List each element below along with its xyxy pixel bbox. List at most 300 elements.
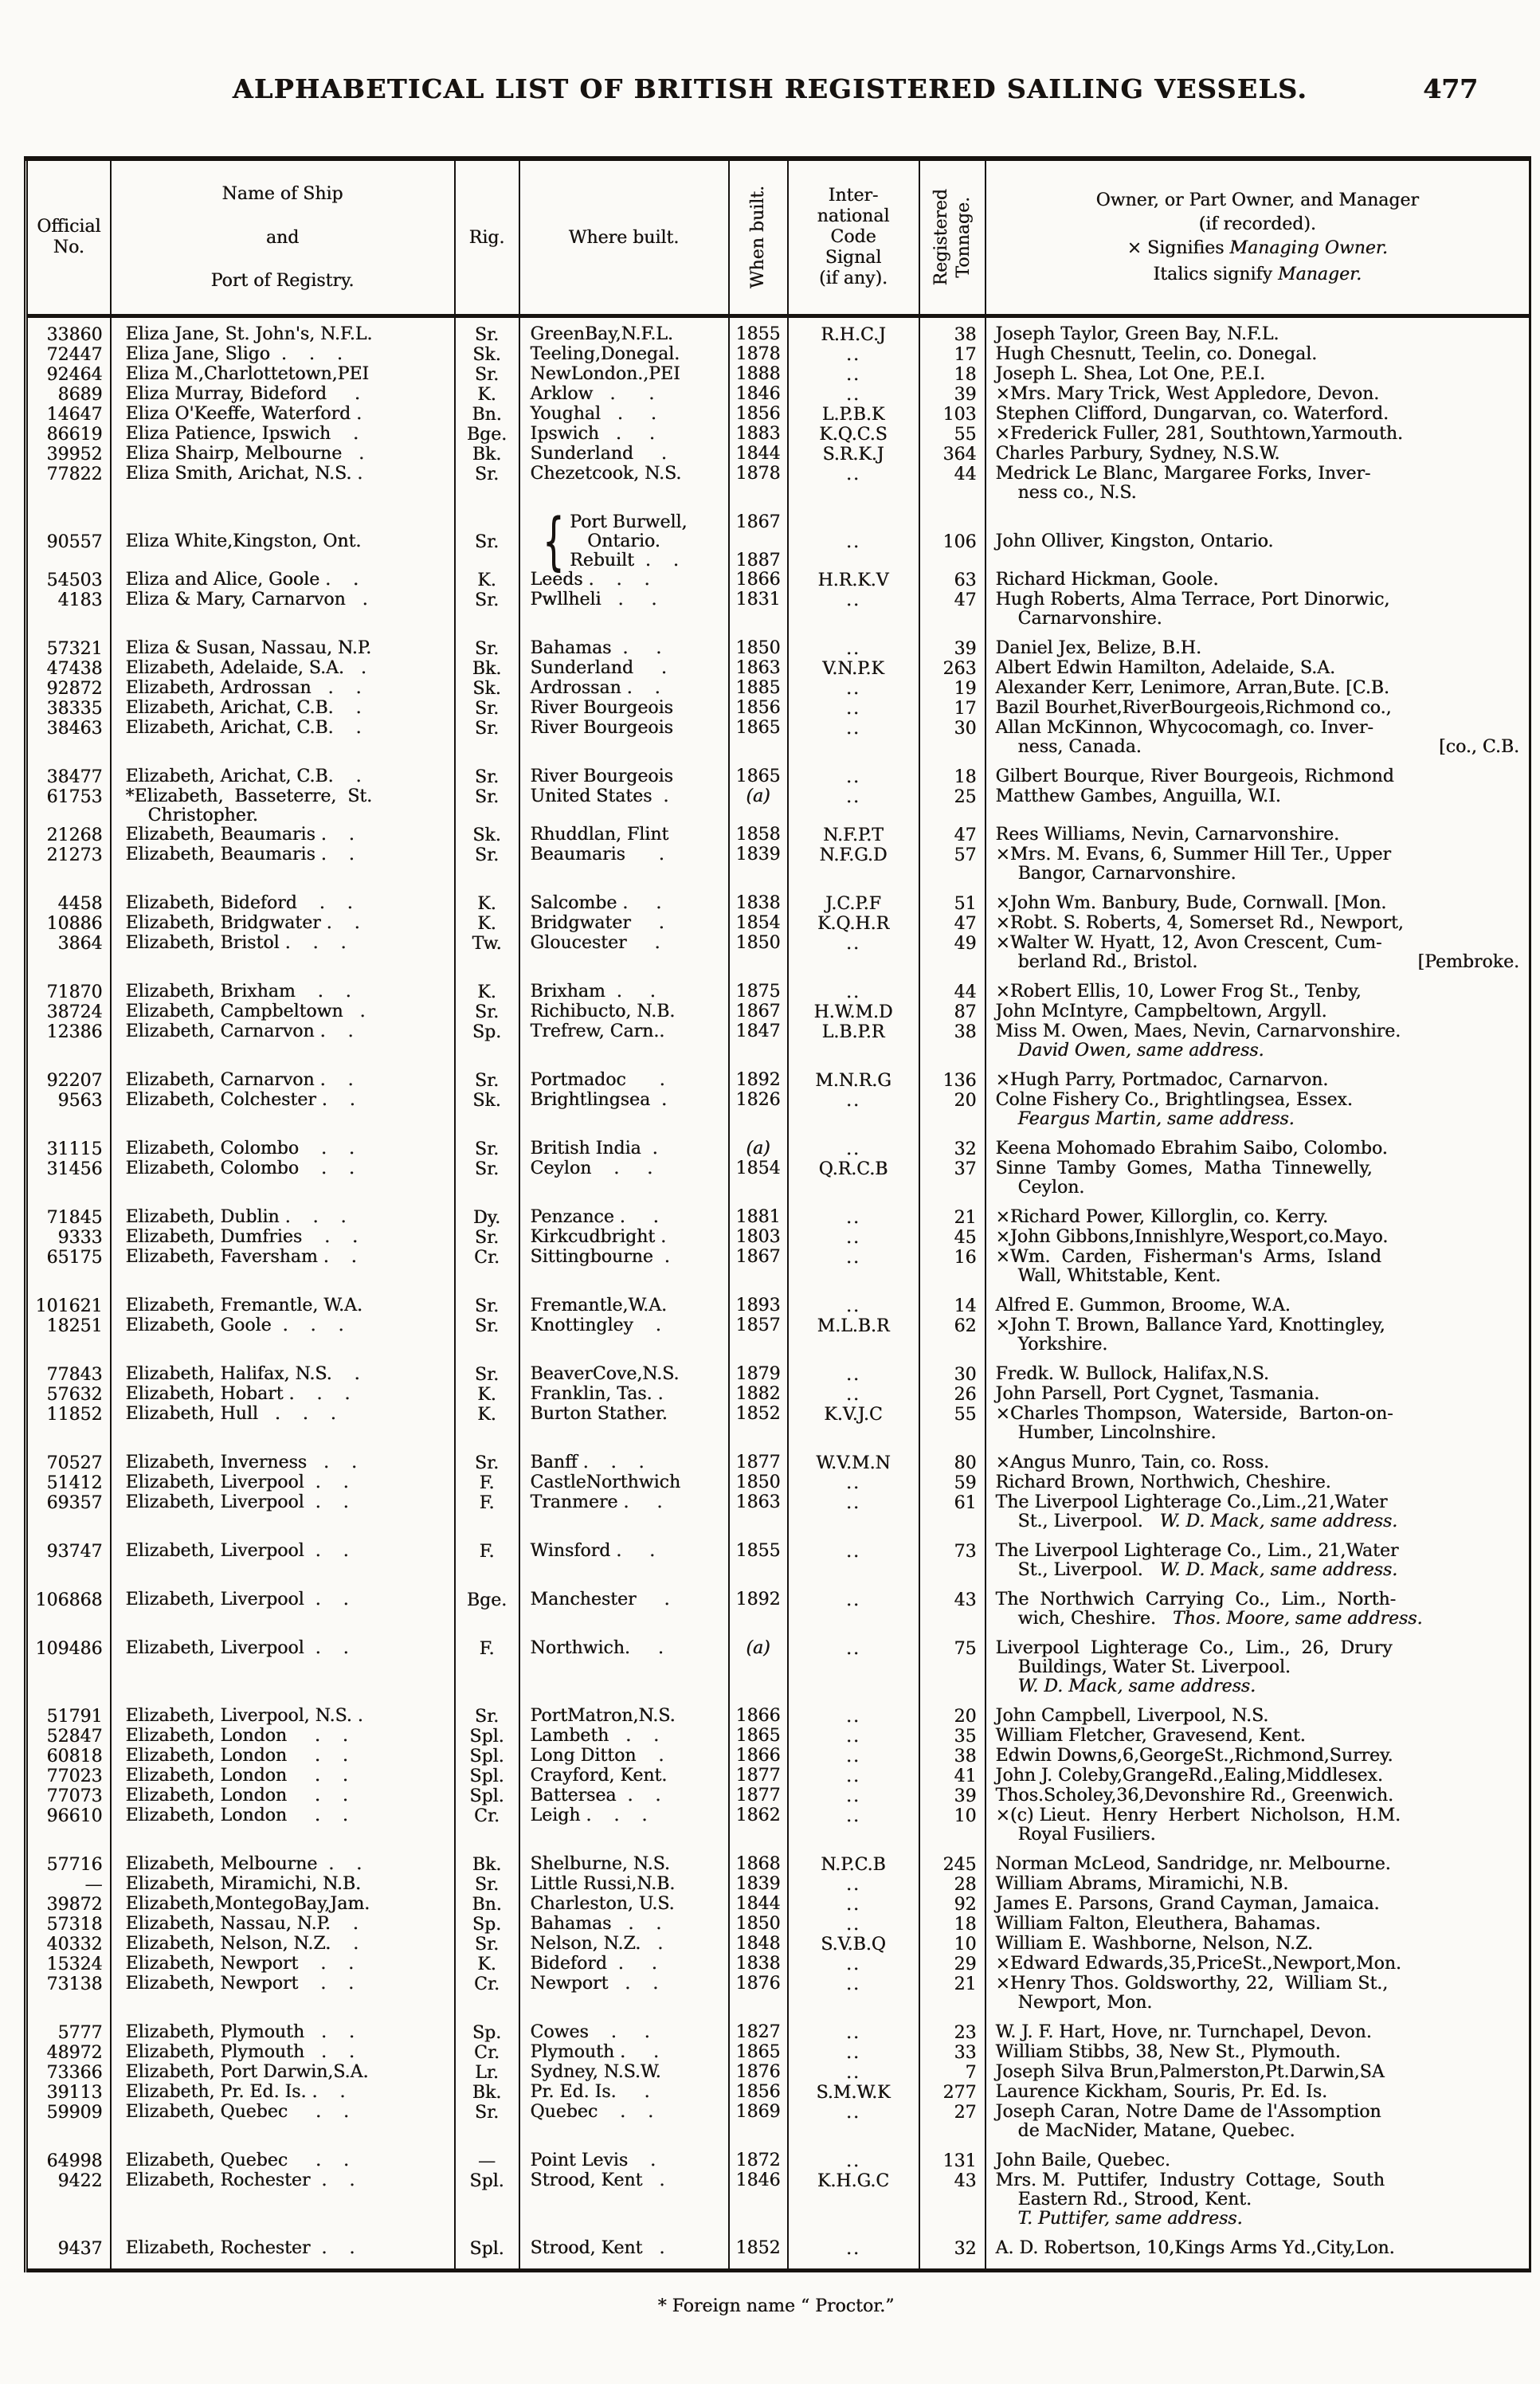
tonnage-cell: 14 xyxy=(919,1286,986,1316)
when-built-line: 1865 xyxy=(735,2042,781,2062)
tonnage-cell: 87 xyxy=(919,1002,986,1022)
code-signal-cell: .. xyxy=(788,1580,919,1629)
official-no-cell: 61753 xyxy=(46,787,103,807)
tonnage-cell: 10 xyxy=(919,1935,986,1955)
ship-name-line: Elizabeth, Arichat, C.B. . xyxy=(125,718,362,738)
ship-name-line: Elizabeth, Hobart . . . xyxy=(125,1384,351,1404)
when-built-cell xyxy=(729,1845,788,1875)
where-built-cell xyxy=(519,1286,729,1316)
tonnage-cell: 92 xyxy=(919,1895,986,1915)
table-row xyxy=(26,1022,1530,1061)
when-built-cell xyxy=(729,1696,788,1727)
when-built-line: 1827 xyxy=(735,2022,781,2042)
official-no-cell: 71870 xyxy=(46,982,103,1002)
rig-cell: Sr. xyxy=(455,1875,519,1895)
tonnage-cell: 29 xyxy=(919,1955,986,1974)
tonnage-cell: 33 xyxy=(919,2043,986,2063)
official-no-cell: 40332 xyxy=(46,1935,103,1955)
owner-cell xyxy=(986,2171,1530,2229)
where-built-line: River Bourgeois xyxy=(530,698,673,718)
when-built-line: 1847 xyxy=(735,1021,781,1041)
owner-line xyxy=(996,1955,1526,1974)
rig-cell: K. xyxy=(455,884,519,914)
owner-label-line2: (if recorded). xyxy=(1198,214,1316,234)
official-no-cell: 59909 xyxy=(46,2103,103,2123)
owner-text: wich, Cheshire. xyxy=(1017,1609,1173,1629)
owner-text: Joseph Caran, Notre Dame de l'Assomption xyxy=(995,2102,1381,2122)
code-signal-cell: .. xyxy=(788,1385,919,1405)
table-row xyxy=(26,1002,1530,1022)
owner-cell xyxy=(986,425,1530,445)
official-no-cell: 31456 xyxy=(46,1159,103,1179)
owner-text: John Campbell, Liverpool, N.S. xyxy=(995,1706,1269,1726)
ship-name-line: Elizabeth, Halifax, N.S. . xyxy=(125,1364,360,1384)
tonnage-cell: 7 xyxy=(919,2063,986,2083)
when-built-cell xyxy=(729,1915,788,1935)
code-signal-cell: K.Q.C.S xyxy=(788,425,919,445)
ship-name-line: Elizabeth, Hull . . . xyxy=(125,1404,336,1424)
owner-cell xyxy=(986,1198,1530,1228)
ship-name-cell xyxy=(111,659,455,679)
table-row xyxy=(26,1875,1530,1895)
when-built-line: (a) xyxy=(746,1139,770,1159)
when-built-line: 1867 xyxy=(735,1247,781,1267)
when-built-line: 1839 xyxy=(735,845,781,865)
ship-name-cell xyxy=(111,699,455,719)
manager-name: T. Puttifer, same address. xyxy=(1017,2209,1243,2229)
owner-line xyxy=(996,1590,1526,1610)
owner-line xyxy=(996,1677,1526,1696)
ship-name-cell xyxy=(111,2141,455,2171)
when-built-cell xyxy=(729,914,788,934)
owner-line xyxy=(996,1424,1526,1443)
ship-name-line: Elizabeth, Miramichi, N.B. xyxy=(125,1874,362,1894)
official-no-cell: 90557 xyxy=(46,531,103,552)
code-signal-cell: .. xyxy=(788,1955,919,1974)
where-built-line: Manchester . xyxy=(530,1590,670,1610)
ship-name-cell xyxy=(111,1845,455,1875)
tonnage-cell: 49 xyxy=(919,934,986,972)
manager-name: David Owen, same address. xyxy=(1017,1041,1264,1061)
where-built-cell xyxy=(519,590,729,629)
owner-line xyxy=(996,1766,1526,1786)
table-row xyxy=(26,2083,1530,2103)
table-row xyxy=(26,590,1530,629)
when-built-line: 1885 xyxy=(735,678,781,698)
where-built-line: Crayford, Kent. xyxy=(530,1766,668,1786)
owner-text: Wall, Whitstable, Kent. xyxy=(1017,1266,1221,1286)
ship-name-line: Elizabeth, Liverpool . . xyxy=(125,1590,349,1610)
ship-name-line: Elizabeth, Newport . . xyxy=(125,1954,355,1974)
table-row xyxy=(26,884,1530,914)
tonnage-cell: 38 xyxy=(919,316,986,346)
owner-line xyxy=(996,1041,1526,1061)
col-header-ship-name xyxy=(111,159,455,316)
where-built-line: Arklow . . xyxy=(530,384,655,404)
table-row xyxy=(26,1129,1530,1159)
when-built-cell xyxy=(729,934,788,972)
when-built-line: 1863 xyxy=(735,658,781,678)
owner-text: The Liverpool Lighterage Co.,Lim.,21,Water xyxy=(995,1492,1388,1512)
rig-cell: Sk. xyxy=(455,345,519,365)
tonnage-cell: 10 xyxy=(919,1806,986,1845)
when-built-line: 1892 xyxy=(735,1590,781,1610)
tonnage-cell: 18 xyxy=(919,757,986,787)
where-built-cell xyxy=(519,699,729,719)
table-row xyxy=(26,2063,1530,2083)
where-built-cell xyxy=(519,1845,729,1875)
table-row xyxy=(26,1580,1530,1629)
rig-cell: Bge. xyxy=(455,425,519,445)
owner-text: James E. Parsons, Grand Cayman, Jamaica. xyxy=(995,1894,1380,1914)
rig-cell: K. xyxy=(455,1385,519,1405)
tonnage-cell: 263 xyxy=(919,659,986,679)
owner-text: William Abrams, Miramichi, N.B. xyxy=(995,1874,1289,1894)
ship-name-line: Elizabeth, Liverpool . . xyxy=(125,1492,349,1512)
ship-name-line: Elizabeth, Liverpool . . xyxy=(125,1638,349,1658)
rig-cell: Sr. xyxy=(455,465,519,503)
owner-text: Yorkshire. xyxy=(1017,1335,1108,1355)
official-no-cell: 9333 xyxy=(57,1228,103,1248)
owner-line xyxy=(996,1974,1526,1994)
rig-cell: Bk. xyxy=(455,659,519,679)
when-built-line: 1850 xyxy=(735,1914,781,1934)
table-row xyxy=(26,2103,1530,2141)
owner-line xyxy=(996,1786,1526,1806)
where-built-lines xyxy=(570,513,687,571)
rig-cell: Sr. xyxy=(455,1355,519,1385)
when-built-cell xyxy=(729,365,788,385)
owner-line xyxy=(996,679,1526,698)
owner-text: Richard Brown, Northwich, Cheshire. xyxy=(995,1472,1331,1492)
ship-name-cell xyxy=(111,757,455,787)
code-label-line2: national xyxy=(817,206,890,226)
where-built-line: CastleNorthwich xyxy=(530,1472,681,1492)
name-label-line2: and xyxy=(265,227,300,248)
rig-cell: K. xyxy=(455,914,519,934)
rig-cell: Sr. xyxy=(455,1061,519,1091)
owner-line xyxy=(996,2151,1526,2170)
where-built-cell xyxy=(519,757,729,787)
owner-line xyxy=(996,405,1526,424)
code-signal-cell: M.N.R.G xyxy=(788,1061,919,1091)
tonnage-cell: 51 xyxy=(919,884,986,914)
owner-text: ×Wm. Carden, Fisherman's Arms, Island xyxy=(995,1247,1381,1267)
rig-cell: Sr. xyxy=(455,845,519,884)
code-signal-cell: .. xyxy=(788,2103,919,2141)
owner-text: A. D. Robertson, 10,Kings Arms Yd.,City,Lon. xyxy=(995,2238,1395,2258)
when-built-line: 1881 xyxy=(735,1207,781,1227)
ship-name-line: Elizabeth,MontegoBay,Jam. xyxy=(125,1894,370,1914)
official-no-cell: 93747 xyxy=(46,1542,103,1562)
when-built-cell xyxy=(729,2141,788,2171)
owner-text: ×Robt. S. Roberts, 4, Somerset Rd., Newport, xyxy=(995,913,1404,933)
managing-owner-text: Managing Owner. xyxy=(1229,238,1388,258)
owner-text: John Olliver, Kingston, Ontario. xyxy=(995,531,1274,551)
owner-cell xyxy=(986,1316,1530,1355)
owner-cell xyxy=(986,1727,1530,1747)
owner-line xyxy=(996,1385,1526,1404)
tonnage-cell: 43 xyxy=(919,1580,986,1629)
table-row xyxy=(26,679,1530,699)
table-row xyxy=(26,445,1530,465)
ship-name-line: Eliza O'Keeffe, Waterford . xyxy=(125,404,362,424)
table-row xyxy=(26,757,1530,787)
where-built-cell xyxy=(519,1248,729,1286)
rig-cell: Sp. xyxy=(455,2013,519,2043)
ship-name-cell xyxy=(111,1935,455,1955)
owner-line xyxy=(996,445,1526,464)
official-no-cell: 72447 xyxy=(46,345,103,365)
where-built-line: NewLondon.,PEI xyxy=(530,364,680,384)
code-signal-cell: .. xyxy=(788,1696,919,1727)
code-signal-cell: S.V.B.Q xyxy=(788,1935,919,1955)
owner-cell xyxy=(986,934,1530,972)
ship-name-cell xyxy=(111,972,455,1002)
rig-cell: K. xyxy=(455,1955,519,1974)
when-built-cell xyxy=(729,445,788,465)
owner-cell xyxy=(986,1355,1530,1385)
when-built-cell xyxy=(729,1228,788,1248)
ship-name-cell xyxy=(111,2103,455,2141)
owner-text: ×John Gibbons,Innishlyre,Wesport,co.Mayo. xyxy=(995,1227,1389,1247)
code-signal-cell: .. xyxy=(788,465,919,503)
when-built-line: 1866 xyxy=(735,570,781,590)
rig-cell: Sr. xyxy=(455,365,519,385)
where-built-line: Strood, Kent . xyxy=(530,2170,665,2190)
when-built-cell xyxy=(729,1002,788,1022)
rig-cell: Sr. xyxy=(455,757,519,787)
when-built-line: 1826 xyxy=(735,1090,781,1110)
tonnage-cell: 38 xyxy=(919,1747,986,1766)
ship-name-line: Elizabeth, Port Darwin,S.A. xyxy=(125,2062,369,2082)
ship-name-line: Elizabeth, London . . xyxy=(125,1766,348,1786)
owner-text: ×John Wm. Banbury, Bude, Cornwall. [Mon. xyxy=(995,893,1387,913)
rig-cell: Sr. xyxy=(455,503,519,571)
ship-name-cell xyxy=(111,1385,455,1405)
owner-text: Sinne Tamby Gomes, Matha Tinnewelly, xyxy=(995,1159,1373,1178)
ship-name-cell xyxy=(111,2013,455,2043)
code-signal-cell: .. xyxy=(788,1727,919,1747)
code-signal-cell: K.H.G.C xyxy=(788,2171,919,2229)
code-signal-cell: .. xyxy=(788,1091,919,1129)
when-built-cell xyxy=(729,571,788,590)
owner-line xyxy=(996,1727,1526,1746)
code-signal-cell: .. xyxy=(788,1766,919,1786)
ship-name-line: Elizabeth, Carnarvon . . xyxy=(125,1070,354,1090)
manager-name: Feargus Martin, same address. xyxy=(1017,1109,1295,1129)
owner-cell xyxy=(986,914,1530,934)
owner-cell xyxy=(986,1129,1530,1159)
owner-line xyxy=(996,345,1526,364)
ship-name-cell xyxy=(111,914,455,934)
ship-name-cell xyxy=(111,1747,455,1766)
owner-line xyxy=(996,2063,1526,2082)
when-built-line: 1846 xyxy=(735,2170,781,2190)
when-built-line: 1865 xyxy=(735,1726,781,1746)
when-built-cell xyxy=(729,2229,788,2271)
official-no-cell: 73138 xyxy=(46,1974,103,1994)
footnote: * Foreign name “ Proctor.” xyxy=(657,2296,895,2316)
table-row xyxy=(26,365,1530,385)
table-row xyxy=(26,1806,1530,1845)
ship-name-cell xyxy=(111,571,455,590)
owner-text: Stephen Clifford, Dungarvan, co. Waterford. xyxy=(995,404,1389,424)
tonnage-cell: 43 xyxy=(919,2171,986,2229)
when-built-line: 1856 xyxy=(735,698,781,718)
rig-cell: F. xyxy=(455,1473,519,1493)
official-no-cell: 70527 xyxy=(46,1453,103,1473)
when-built-cell xyxy=(729,1806,788,1845)
owner-cell xyxy=(986,1747,1530,1766)
where-built-line: Banff . . . xyxy=(530,1453,645,1472)
ship-name-cell xyxy=(111,1531,455,1580)
code-signal-cell: V.N.P.K xyxy=(788,659,919,679)
col-header-rig xyxy=(455,159,519,316)
owner-line xyxy=(996,1512,1526,1531)
ship-name-line: Elizabeth, Quebec . . xyxy=(125,2102,350,2122)
tonnage-cell: 61 xyxy=(919,1493,986,1531)
vessel-rows xyxy=(26,316,1530,2271)
where-built-line: Teeling,Donegal. xyxy=(530,344,680,364)
brace-glyph: { xyxy=(542,506,564,578)
code-signal-cell: .. xyxy=(788,1747,919,1766)
code-signal-cell: .. xyxy=(788,1915,919,1935)
italics-signify-text: Italics signify xyxy=(1153,265,1278,284)
signifies-text: × Signifies xyxy=(1127,238,1230,258)
owner-line xyxy=(996,1806,1526,1825)
when-built-cell xyxy=(729,1405,788,1443)
when-built-line: 1855 xyxy=(735,324,781,344)
owner-text: Gilbert Bourque, River Bourgeois, Richmond xyxy=(995,767,1394,786)
col-header-where-built xyxy=(519,159,729,316)
rig-cell: Sr. xyxy=(455,1696,519,1727)
owner-text: John McIntyre, Campbeltown, Argyll. xyxy=(995,1002,1327,1021)
owner-text: ×Frederick Fuller, 281, Southtown,Yarmouth. xyxy=(995,424,1403,444)
where-built-cell xyxy=(519,1355,729,1385)
when-built-cell xyxy=(729,316,788,346)
tonnage-cell: 30 xyxy=(919,719,986,757)
where-built-line: Rebuilt . . xyxy=(570,551,679,571)
table-row xyxy=(26,405,1530,425)
official-no-cell: 38724 xyxy=(46,1002,103,1022)
owner-cell xyxy=(986,2013,1530,2043)
where-built-cell xyxy=(519,1955,729,1974)
tonnage-cell: 39 xyxy=(919,629,986,659)
ship-name-cell xyxy=(111,2043,455,2063)
owner-text: John Parsell, Port Cygnet, Tasmania. xyxy=(995,1384,1320,1404)
ship-name-cell xyxy=(111,787,455,825)
ship-name-cell xyxy=(111,1159,455,1198)
when-built-line: 1866 xyxy=(735,1706,781,1726)
where-built-label: Where built. xyxy=(568,227,680,248)
owner-cell xyxy=(986,1159,1530,1198)
tonnage-cell: 30 xyxy=(919,1355,986,1385)
owner-text: Alexander Kerr, Lenimore, Arran,Bute. [C.B. xyxy=(995,678,1389,698)
owner-cell xyxy=(986,1875,1530,1895)
owner-line xyxy=(996,1895,1526,1914)
table-row xyxy=(26,629,1530,659)
ship-name-cell xyxy=(111,1473,455,1493)
official-no-cell: 109486 xyxy=(35,1639,103,1659)
when-built-line: 1850 xyxy=(735,638,781,658)
owner-cell xyxy=(986,659,1530,679)
code-signal-cell: L.B.P.R xyxy=(788,1022,919,1061)
table-row xyxy=(26,1198,1530,1228)
where-built-cell xyxy=(519,845,729,884)
rig-cell: Sr. xyxy=(455,1228,519,1248)
owner-line xyxy=(996,2122,1526,2141)
owner-cell xyxy=(986,1228,1530,1248)
where-built-line: Long Ditton . xyxy=(530,1746,664,1766)
ship-name-cell xyxy=(111,590,455,629)
when-built-line: 1866 xyxy=(735,1746,781,1766)
tonnage-cell: 38 xyxy=(919,1022,986,1061)
ship-name-cell xyxy=(111,1696,455,1727)
rig-cell: Bge. xyxy=(455,1580,519,1629)
where-built-cell xyxy=(519,659,729,679)
where-built-line: BeaverCove,N.S. xyxy=(530,1364,680,1384)
where-built-line: Franklin, Tas. . xyxy=(530,1384,664,1404)
rig-cell: Sk. xyxy=(455,679,519,699)
when-built-line: 1803 xyxy=(735,1227,781,1247)
owner-cell xyxy=(986,1955,1530,1974)
code-signal-cell: .. xyxy=(788,1875,919,1895)
owner-cell xyxy=(986,2043,1530,2063)
official-no-cell: 15324 xyxy=(46,1955,103,1974)
where-built-line: River Bourgeois xyxy=(530,718,673,738)
where-built-line: Charleston, U.S. xyxy=(530,1894,675,1914)
ship-name-cell xyxy=(111,1129,455,1159)
owner-cell xyxy=(986,1531,1530,1580)
owner-text: St., Liverpool. xyxy=(1017,1512,1160,1531)
when-built-line: 1877 xyxy=(735,1453,781,1472)
owner-line xyxy=(996,1091,1526,1110)
when-built-line: 1863 xyxy=(735,1492,781,1512)
tonnage-cell: 20 xyxy=(919,1091,986,1129)
owner-cell xyxy=(986,2083,1530,2103)
when-built-cell xyxy=(729,1786,788,1806)
owner-text: Allan McKinnon, Whycocomagh, co. Inver- xyxy=(995,718,1373,738)
when-built-line: 1878 xyxy=(735,344,781,364)
when-built-line: 1883 xyxy=(735,424,781,444)
owner-cell xyxy=(986,1061,1530,1091)
where-built-line: Ceylon . . xyxy=(530,1159,653,1178)
where-built-cell xyxy=(519,1895,729,1915)
ship-name-cell xyxy=(111,1806,455,1845)
when-built-line: 1839 xyxy=(735,1874,781,1894)
table-row xyxy=(26,845,1530,884)
where-built-cell xyxy=(519,1747,729,1766)
where-built-line: Port Burwell, xyxy=(570,512,688,532)
ship-name-cell xyxy=(111,1629,455,1696)
where-built-line: Winsford . . xyxy=(530,1541,656,1561)
ship-name-line: Elizabeth, Liverpool, N.S. . xyxy=(125,1706,363,1726)
owner-text: de MacNider, Matane, Quebec. xyxy=(1017,2121,1295,2141)
table-row xyxy=(26,503,1530,571)
rig-cell: Bk. xyxy=(455,2083,519,2103)
owner-line xyxy=(996,385,1526,404)
owner-line xyxy=(996,425,1526,444)
official-no-cell: 52847 xyxy=(46,1727,103,1747)
code-signal-cell: H.W.M.D xyxy=(788,1002,919,1022)
when-built-cell xyxy=(729,1493,788,1531)
owner-cell xyxy=(986,2229,1530,2271)
owner-line xyxy=(996,1658,1526,1677)
where-built-cell xyxy=(519,425,729,445)
when-built-cell xyxy=(729,1974,788,2013)
owner-cell xyxy=(986,825,1530,845)
